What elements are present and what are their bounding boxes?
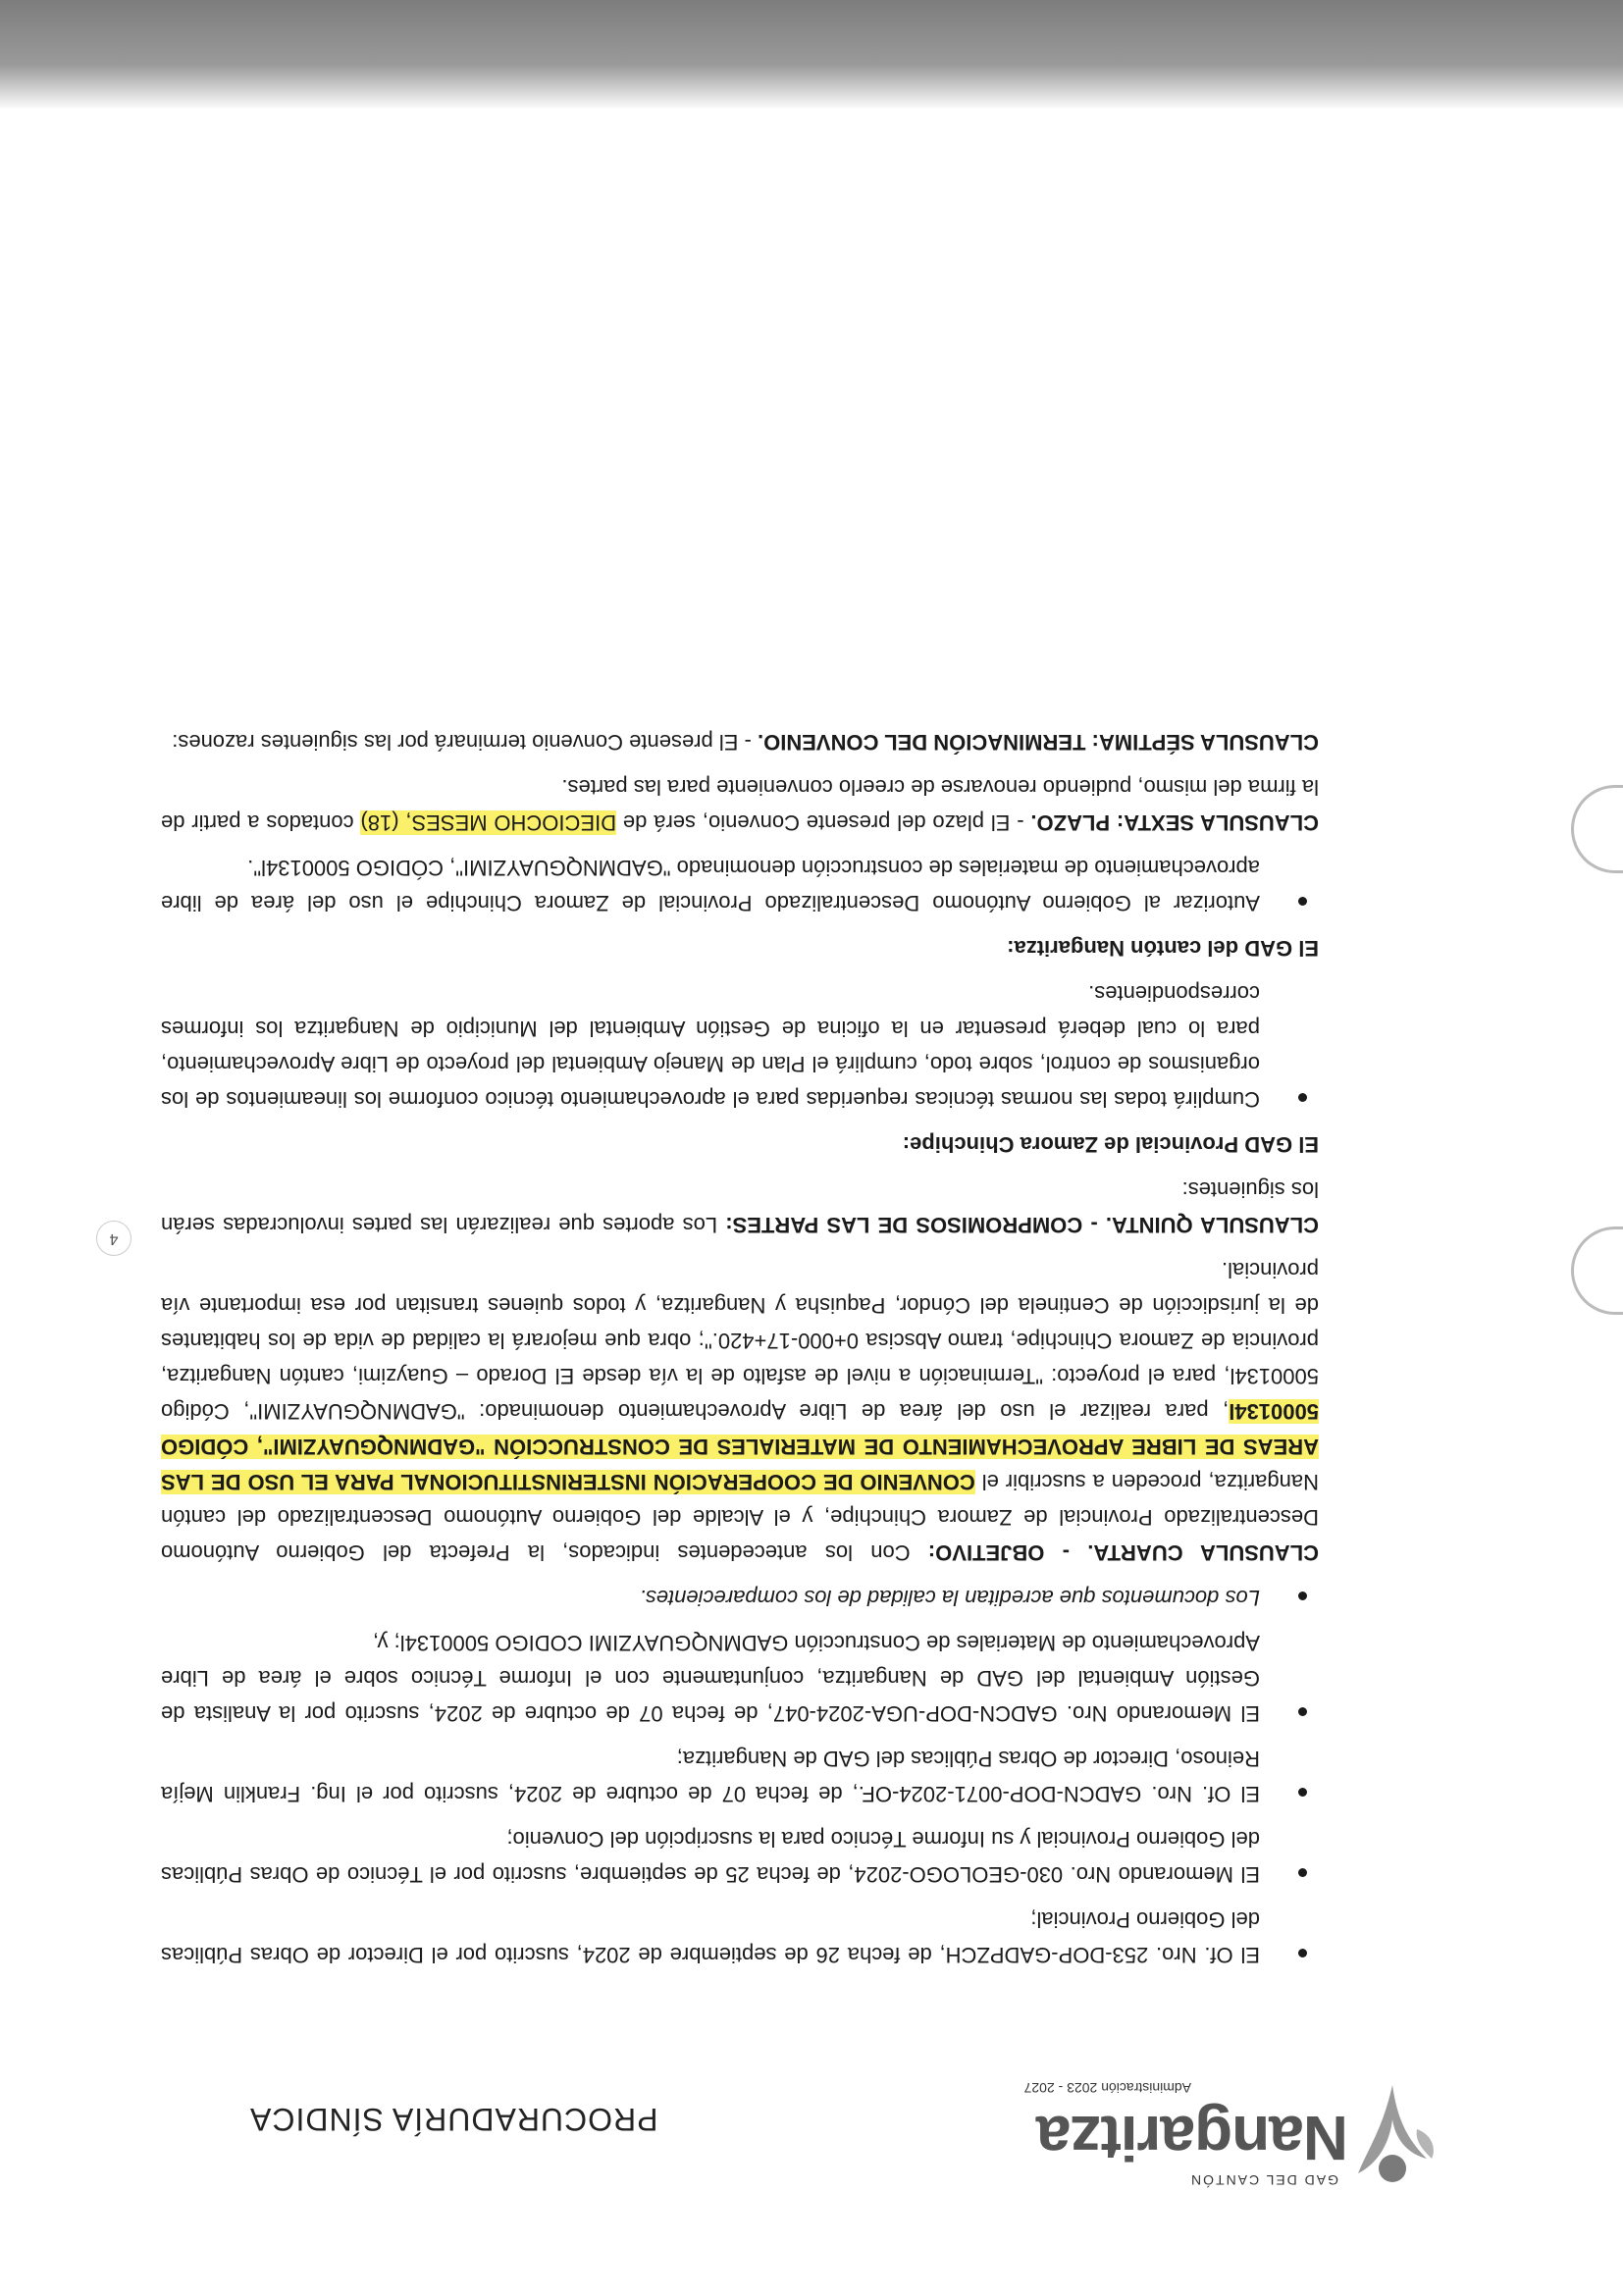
scanner-edge [0, 0, 1623, 108]
page-number: 4 [109, 1230, 119, 1247]
clausula-quinta [161, 1172, 1319, 1242]
page-mark [96, 1221, 131, 1256]
list-item: Autorizar al Gobierno Autónomo Descentralizado Provincial de Zamora Chinchipe el uso del área de libre aprovechamiento de materiales de construcción denominado "GADMNQGUAYZIMI", CÓDIGO 5000134l". [161, 850, 1319, 920]
logo-org: GAD DEL CANTÓN [1189, 2172, 1338, 2188]
clausula-septima [161, 724, 1319, 759]
logo [926, 2061, 1437, 2198]
punch-hole [1571, 1226, 1623, 1315]
clause-text: - El presente Convenio terminará por las siguientes razones: [172, 730, 758, 755]
list-item: El Memorando Nro. GADCN-DOP-UGA-2024-047, de fecha 07 de octubre de 2024, suscrito por la Analista de Gestión Ambiental del GAD de Nangaritza, conjuntamente con el Informe Técnico sobre el área de Libre Aprovechamiento de Materiales de Construcción GADMNQGUAYZIMI CODIGO 5000134l; y, [161, 1625, 1319, 1731]
canton-list [161, 850, 1319, 920]
flower-icon [1348, 2080, 1437, 2198]
clausula-sexta [161, 769, 1319, 840]
section-heading: El GAD del cantón Nangaritza: [1007, 936, 1319, 961]
punch-hole [1571, 785, 1623, 873]
section-heading: El GAD Provincial de Zamora Chinchipe: [902, 1132, 1319, 1157]
list-item: El Of. Nro. 253-DOP-GADPZCH, de fecha 26 de septiembre de 2024, suscrito por el Director de Obras Públicas del Gobierno Provincial; [161, 1902, 1319, 1972]
clause-heading: CLAUSULA CUARTA. - OBJETIVO: [927, 1540, 1319, 1565]
clause-text: - El plazo del presente Convenio, será de [616, 810, 1031, 835]
antecedentes-list [161, 1580, 1319, 1972]
clause-text: contados a partir de la firma del mismo, pudiendo renovarse de creerlo conveniente para las partes. [161, 775, 1319, 835]
letterhead [249, 2061, 1456, 2208]
clause-heading: CLAUSULA QUINTA. - COMPROMISOS DE LAS PARTES: [725, 1213, 1319, 1237]
logo-name: Nangaritza [1036, 2103, 1348, 2173]
list-item: Los documentos que acreditan la calidad de los comparecientes. [161, 1580, 1319, 1615]
provincial-list [161, 975, 1319, 1117]
clause-heading: CLAUSULA SÉPTIMA: TERMINACIÓN DEL CONVENIO. [757, 730, 1319, 755]
list-item: Cumplirá todas las normas técnicas requeridas para el aprovechamiento técnico conforme los lineamientos de los organismos de control, sobre todo, cumplirá el Plan de Manejo Ambiental del proyecto de Libre Aprovechamiento, para lo cual deberá presentar en la oficina de Gestión Ambiental del Municipio de Nangaritza los informes correspondientes. [161, 975, 1319, 1117]
clause-heading: CLAUSULA SEXTA: PLAZO. [1030, 810, 1319, 835]
list-item: El Of. Nro. GADCN-DOP-0071-2024-OF., de fecha 07 de octubre de 2024, suscrito por el Ing. Franklin Mejía Reinoso, Director de Obras Públicas del GAD de Nangaritza; [161, 1741, 1319, 1811]
clause-text: , para realizar el uso del área de Libre Aprovechamiento denominado: "GADMNQGUAYZIMI", Código 5000134l, para el proyecto: "Terminación a nivel de asfalto de la vía desde El Dorado – Guayzimi, cantón Nangaritza, provincia de Zamora Chinchipe, tramo Abscisa 0+000-17+420."; obra que mejorará la calidad de vida de los habitantes de la jurisdicción de Centinela del Cóndor, Paquisha y Nangaritza, y todos quienes transitan por esa importante vía provincial. [161, 1258, 1319, 1424]
convenio-title: CONVENIO DE COOPERACIÓN INSTERINSTITUCIONAL PARA EL USO DE LAS AREAS DE LIBRE APROVECHAMIENTO DE MATERIALES DE CONSTRUCCIÓN "GADMNQGUAYZIMI", CÓDIGO 5000134l [161, 1399, 1319, 1494]
logo-admin: Administración 2023 - 2027 [1023, 2080, 1191, 2096]
page-title: PROCURADURÍA SÍNDICA [249, 2102, 658, 2137]
document-body [161, 714, 1319, 1972]
clausula-cuarta [161, 1252, 1319, 1570]
clause-text: Los aportes que realizarán las partes involucradas serán los siguientes: [160, 1177, 1319, 1237]
plazo-highlight: DIECIOCHO MESES, (18) [360, 810, 617, 835]
clause-text: Con los antecedentes indicados, la Prefecta del Gobierno Autónomo Descentralizado Provincial de Zamora Chinchipe, y el Alcalde del Gobierno Autónomo Descentralizado del cantón Nangaritza, proceden a suscribir el [160, 1470, 1319, 1565]
list-item: El Memorando Nro. 030-GEOLOGO-2024, de fecha 25 de septiembre, suscrito por el Técnico de Obras Públicas del Gobierno Provincial y su Informe Técnico para la suscripción del Convenio; [161, 1821, 1319, 1892]
